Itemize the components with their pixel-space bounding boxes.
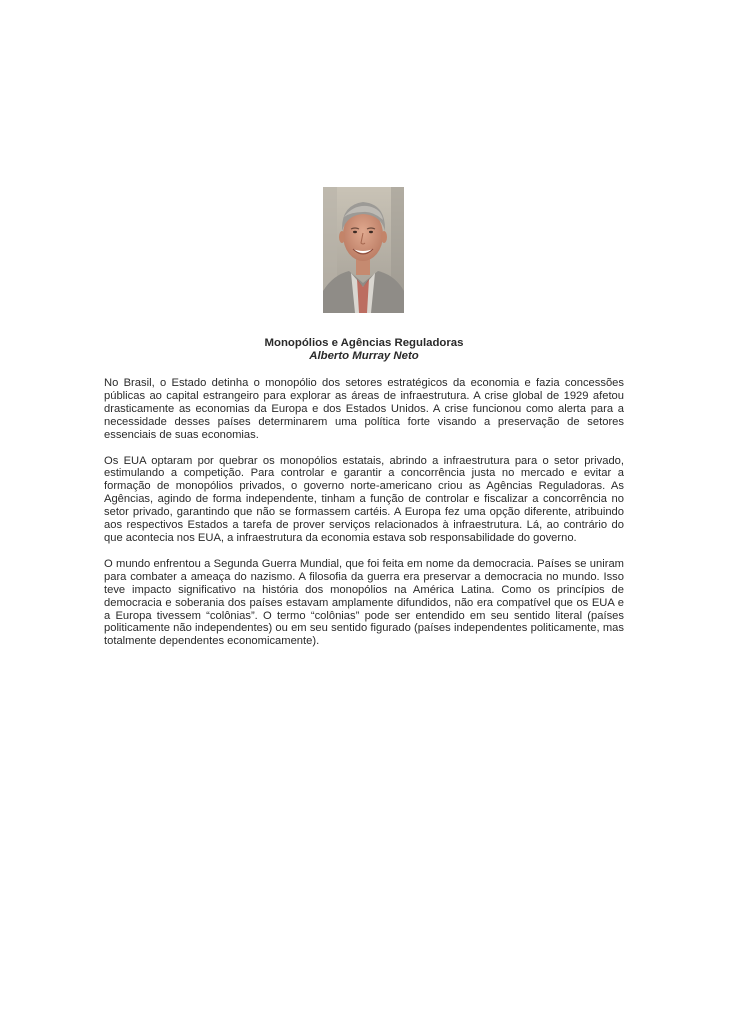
paragraph-2: Os EUA optaram por quebrar os monopólios estatais, abrindo a infraestrutura para o setor privado, estimulando a competição. Para controlar e garantir a concorrência justa no mercado e evitar a formação de monopólios privados, o governo norte-americano criou as Agências Reguladoras. As Agências, agindo de forma independente, tinham a função de controlar e fiscalizar a concorrência no setor privado, garantindo que não se formassem cartéis. A Europa fez uma opção diferente, atribuindo aos respectivos Estados a tarefa de prover serviços relacionados à infraestrutura. Lá, ao contrário do que acontecia nos EUA, a infraestrutura da economia estava sob responsabilidade do governo. [104,454,624,544]
paragraph-3: O mundo enfrentou a Segunda Guerra Mundial, que foi feita em nome da democracia. Países se uniram para combater a ameaça do nazismo. A filosofia da guerra era preservar a democracia no mundo. Isso teve impacto significativo na história dos monopólios na América Latina. Como os princípios de democracia e soberania dos países estavam amplamente difundidos, não era compatível que os EUA e a Europa tivessem “colônias”. O termo “colônias” pode ser entendido em seu sentido literal (países politicamente não independentes) ou em seu sentido figurado (países independentes politicamente, mas totalmente dependentes economicamente). [104,557,624,648]
article-title: Monopólios e Agências Reguladoras [264,337,464,349]
author-portrait-image [323,187,404,313]
article-header [104,337,624,363]
author-photo [323,187,404,313]
article-body [104,377,624,661]
article-author: Alberto Murray Neto [309,350,419,362]
paragraph-1: No Brasil, o Estado detinha o monopólio dos setores estratégicos da economia e fazia concessões públicas ao capital estrangeiro para explorar as áreas de infraestrutura. A crise global de 1929 afetou drasticamente as economias da Europa e dos Estados Unidos. A crise funcionou como alerta para a necessidade desses países determinarem uma política forte visando a preservação de setores essenciais de suas economias. [104,377,624,441]
